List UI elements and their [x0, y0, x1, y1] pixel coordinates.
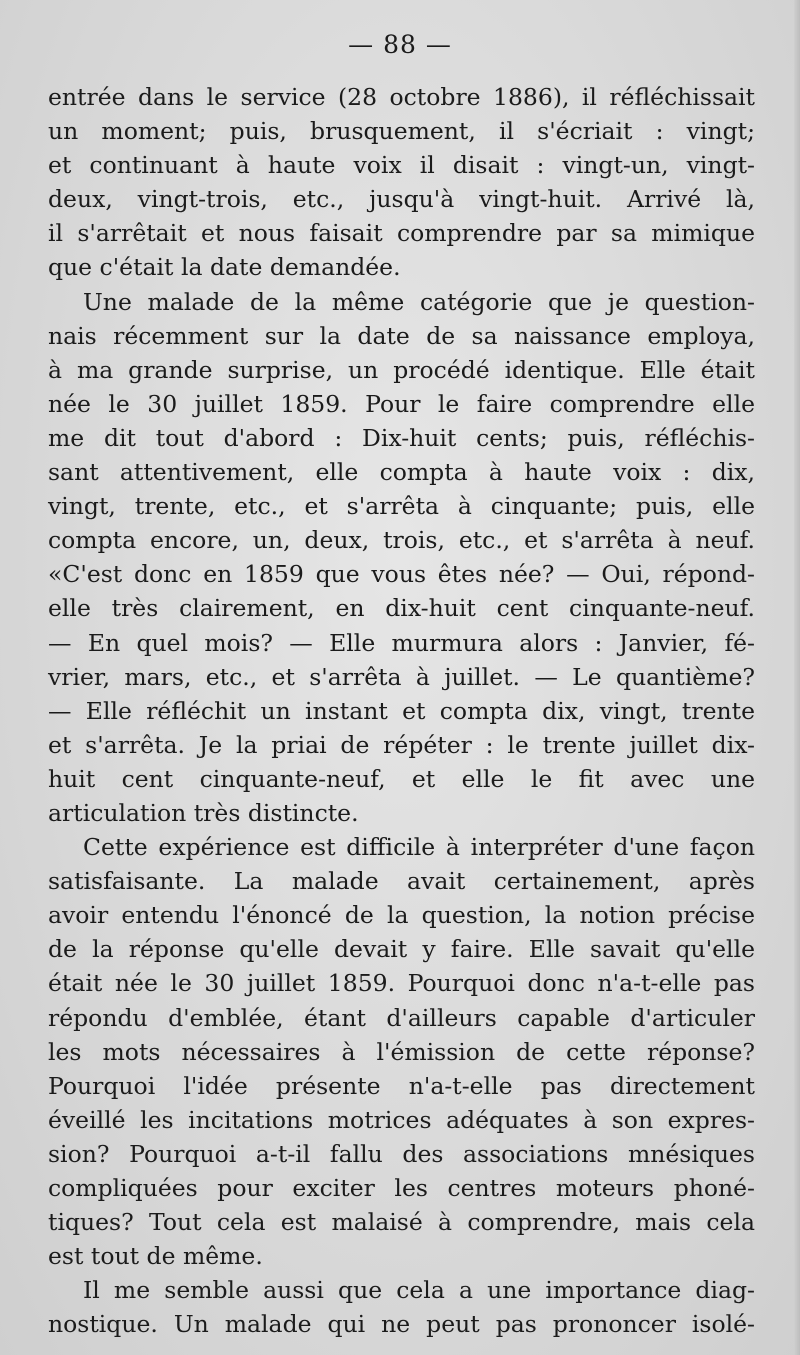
text-line: et s'arrêta. Je la priai de répéter : le trente juillet dix- — [48, 730, 755, 759]
text-line: vingt, trente, etc., et s'arrêta à cinquante; puis, elle — [48, 492, 755, 521]
text-line: un moment; puis, brusquement, il s'écriait : vingt; — [48, 117, 755, 146]
text-line: que c'était la date demandée. — [48, 253, 401, 282]
text-line: compliquées pour exciter les centres moteurs phoné- — [48, 1174, 755, 1202]
text-line: deux, vingt-trois, etc., jusqu'à vingt-huit. Arrivé là, — [48, 185, 755, 214]
text-line: articulation très distincte. — [48, 798, 359, 827]
paragraph-start-line: Il me semble aussi que cela a une importance diag- — [83, 1276, 755, 1305]
text-line: née le 30 juillet 1859. Pour le faire comprendre elle — [48, 389, 755, 418]
text-line: et continuant à haute voix il disait : vingt-un, vingt- — [48, 151, 755, 180]
text-line: est tout de même. — [48, 1242, 263, 1271]
text-line: vrier, mars, etc., et s'arrêta à juillet. — Le quantième? — [48, 662, 755, 691]
text-line: il s'arrêtait et nous faisait comprendre par sa mimique — [48, 219, 755, 248]
text-line: compta encore, un, deux, trois, etc., et s'arrêta à neuf. — [48, 526, 755, 555]
text-line: entrée dans le service (28 octobre 1886), il réfléchissait — [48, 83, 755, 111]
text-line: huit cent cinquante-neuf, et elle le fit avec une — [48, 764, 755, 793]
text-line: — En quel mois? — Elle murmura alors : Janvier, fé- — [48, 628, 755, 657]
body-text — [48, 80, 755, 1341]
text-line: à ma grande surprise, un procédé identique. Elle était — [48, 355, 755, 384]
text-line: éveillé les incitations motrices adéquates à son expres- — [48, 1105, 755, 1134]
text-line: nostique. Un malade qui ne peut pas prononcer isolé- — [48, 1310, 755, 1339]
page-edge — [794, 0, 800, 1355]
text-line: me dit tout d'abord : Dix-huit cents; puis, réfléchis- — [48, 423, 755, 452]
text-line: Pourquoi l'idée présente n'a-t-elle pas directement — [48, 1071, 755, 1100]
text-line: — Elle réfléchit un instant et compta dix, vingt, trente — [48, 696, 755, 725]
text-line: avoir entendu l'énoncé de la question, la notion précise — [48, 901, 755, 930]
text-line: satisfaisante. La malade avait certainement, après — [48, 867, 755, 896]
text-line: de la réponse qu'elle devait y faire. Elle savait qu'elle — [48, 935, 755, 964]
text-line: les mots nécessaires à l'émission de cette réponse? — [48, 1037, 755, 1066]
text-line: tiques? Tout cela est malaisé à comprendre, mais cela — [48, 1208, 755, 1237]
text-line: nais récemment sur la date de sa naissance employa, — [48, 321, 755, 350]
text-line: elle très clairement, en dix-huit cent cinquante-neuf. — [48, 594, 755, 623]
text-line: sant attentivement, elle compta à haute voix : dix, — [48, 458, 755, 487]
paragraph-start-line: Cette expérience est difficile à interpréter d'une façon — [83, 833, 755, 862]
text-line: répondu d'emblée, étant d'ailleurs capable d'articuler — [48, 1003, 755, 1032]
text-line: «C'est donc en 1859 que vous êtes née? — Oui, répond- — [48, 560, 755, 589]
paragraph-start-line: Une malade de la même catégorie que je question- — [83, 287, 755, 316]
text-line: sion? Pourquoi a-t-il fallu des associations mnésiques — [48, 1139, 755, 1168]
page-number: — 88 — — [348, 30, 452, 59]
text-line: était née le 30 juillet 1859. Pourquoi donc n'a-t-elle pas — [48, 969, 755, 998]
